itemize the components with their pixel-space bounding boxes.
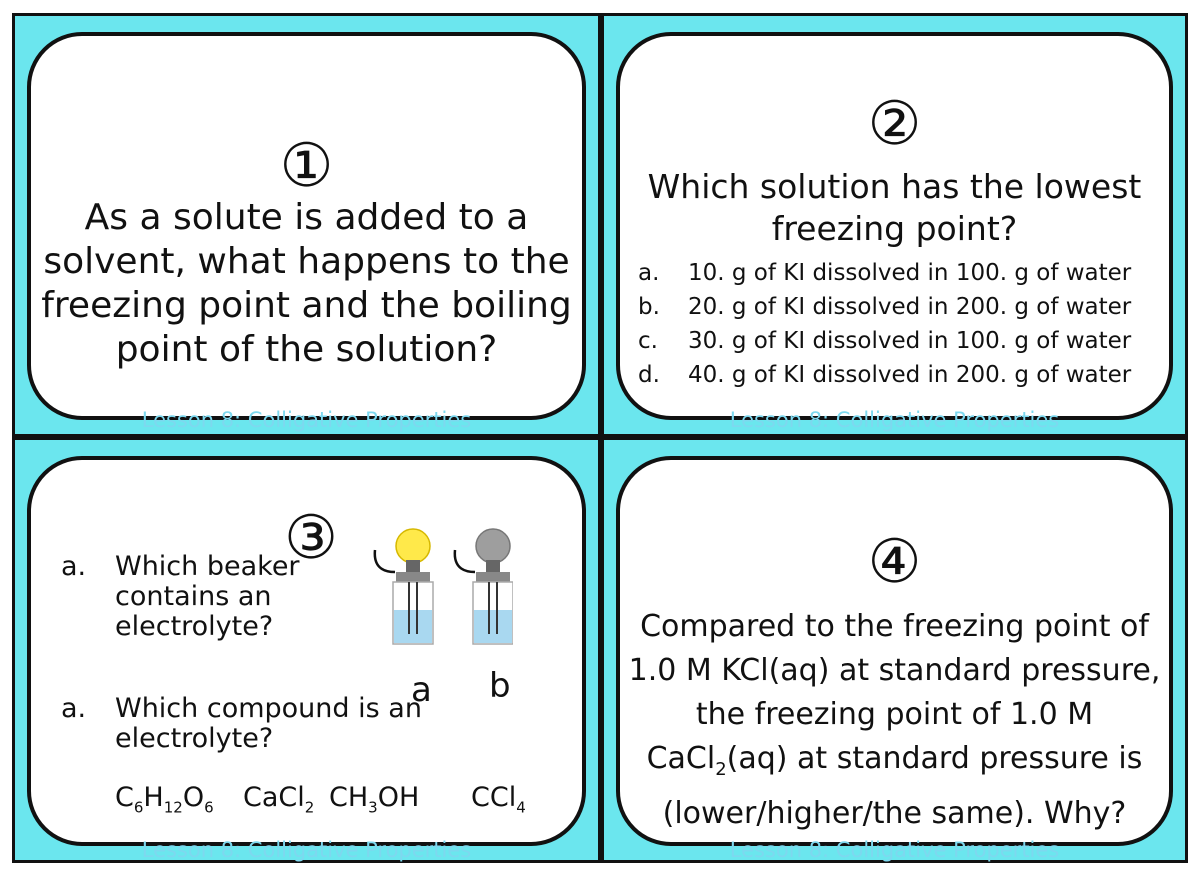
question-line: 1.0 M KCl(aq) at standard pressure,	[628, 653, 1161, 688]
card-number-2: ②	[867, 89, 922, 159]
beaker-b-label: b	[489, 666, 511, 706]
question-line: (lower/higher/the same). Why?	[662, 796, 1127, 831]
unlit-bulb-icon	[476, 529, 510, 563]
card-2-panel	[604, 16, 1185, 434]
compound-glucose: $C_6H_{12}O_6$	[115, 782, 214, 817]
question-line: Which solution has the lowest	[647, 167, 1142, 206]
question-line: freezing point and the boiling	[41, 285, 572, 326]
lit-bulb-icon	[396, 529, 430, 563]
compound-calcium-chloride: CaCl$_2$	[243, 782, 315, 817]
card-3	[27, 456, 586, 862]
card-4-panel	[604, 440, 1185, 860]
question-line: the freezing point of 1.0 M	[695, 697, 1094, 732]
compound-carbon-tetrachloride: CCl$_4$	[471, 782, 526, 817]
compound-methanol: $CH_3OH$	[329, 782, 420, 817]
card-2	[616, 32, 1173, 432]
option-a: a. 10. g of KI dissolved in 100. g of water	[638, 260, 1132, 286]
option-b: b. 20. g of KI dissolved in 200. g of water	[638, 294, 1132, 320]
question-line: point of the solution?	[115, 329, 498, 370]
option-d: d. 40. g of KI dissolved in 200. g of water	[638, 362, 1132, 388]
question-line: As a solute is added to a	[84, 197, 529, 238]
card-1-question	[31, 196, 582, 372]
card-number-3: ③	[284, 503, 338, 573]
answer-options	[638, 256, 1131, 392]
beaker-illustration	[373, 510, 513, 665]
question-line: freezing point?	[771, 209, 1018, 248]
beaker-a-label: a	[411, 670, 432, 710]
card-3-panel	[15, 440, 598, 860]
card-4-question	[620, 605, 1169, 836]
card-1-panel	[15, 16, 598, 434]
question-line: Compared to the freezing point of	[640, 609, 1149, 644]
card-3-question-1: a. Which beaker contains an electrolyte?	[61, 551, 300, 642]
card-2-footer: Lesson 8: Colligative Properties	[729, 408, 1060, 432]
card-number-1: ①	[279, 131, 334, 201]
question-line: CaCl$_2$(aq) at standard pressure is	[646, 741, 1143, 780]
card-1	[27, 32, 586, 432]
card-3-footer: Lesson 8: Colligative Properties	[141, 838, 472, 862]
card-4-footer: Lesson 8: Colligative Properties	[729, 838, 1060, 862]
task-card-sheet	[12, 13, 1188, 863]
card-number-4: ④	[867, 527, 922, 597]
card-3-question-2: a. Which compound is an electrolyte?	[61, 693, 422, 754]
beaker-a	[375, 529, 433, 644]
question-line: solvent, what happens to the	[43, 241, 570, 282]
option-c: c. 30. g of KI dissolved in 100. g of water	[638, 328, 1132, 354]
card-4	[616, 456, 1173, 862]
card-2-question	[620, 166, 1169, 250]
card-1-footer: Lesson 8: Colligative Properties	[141, 408, 472, 432]
beaker-b	[455, 529, 513, 644]
